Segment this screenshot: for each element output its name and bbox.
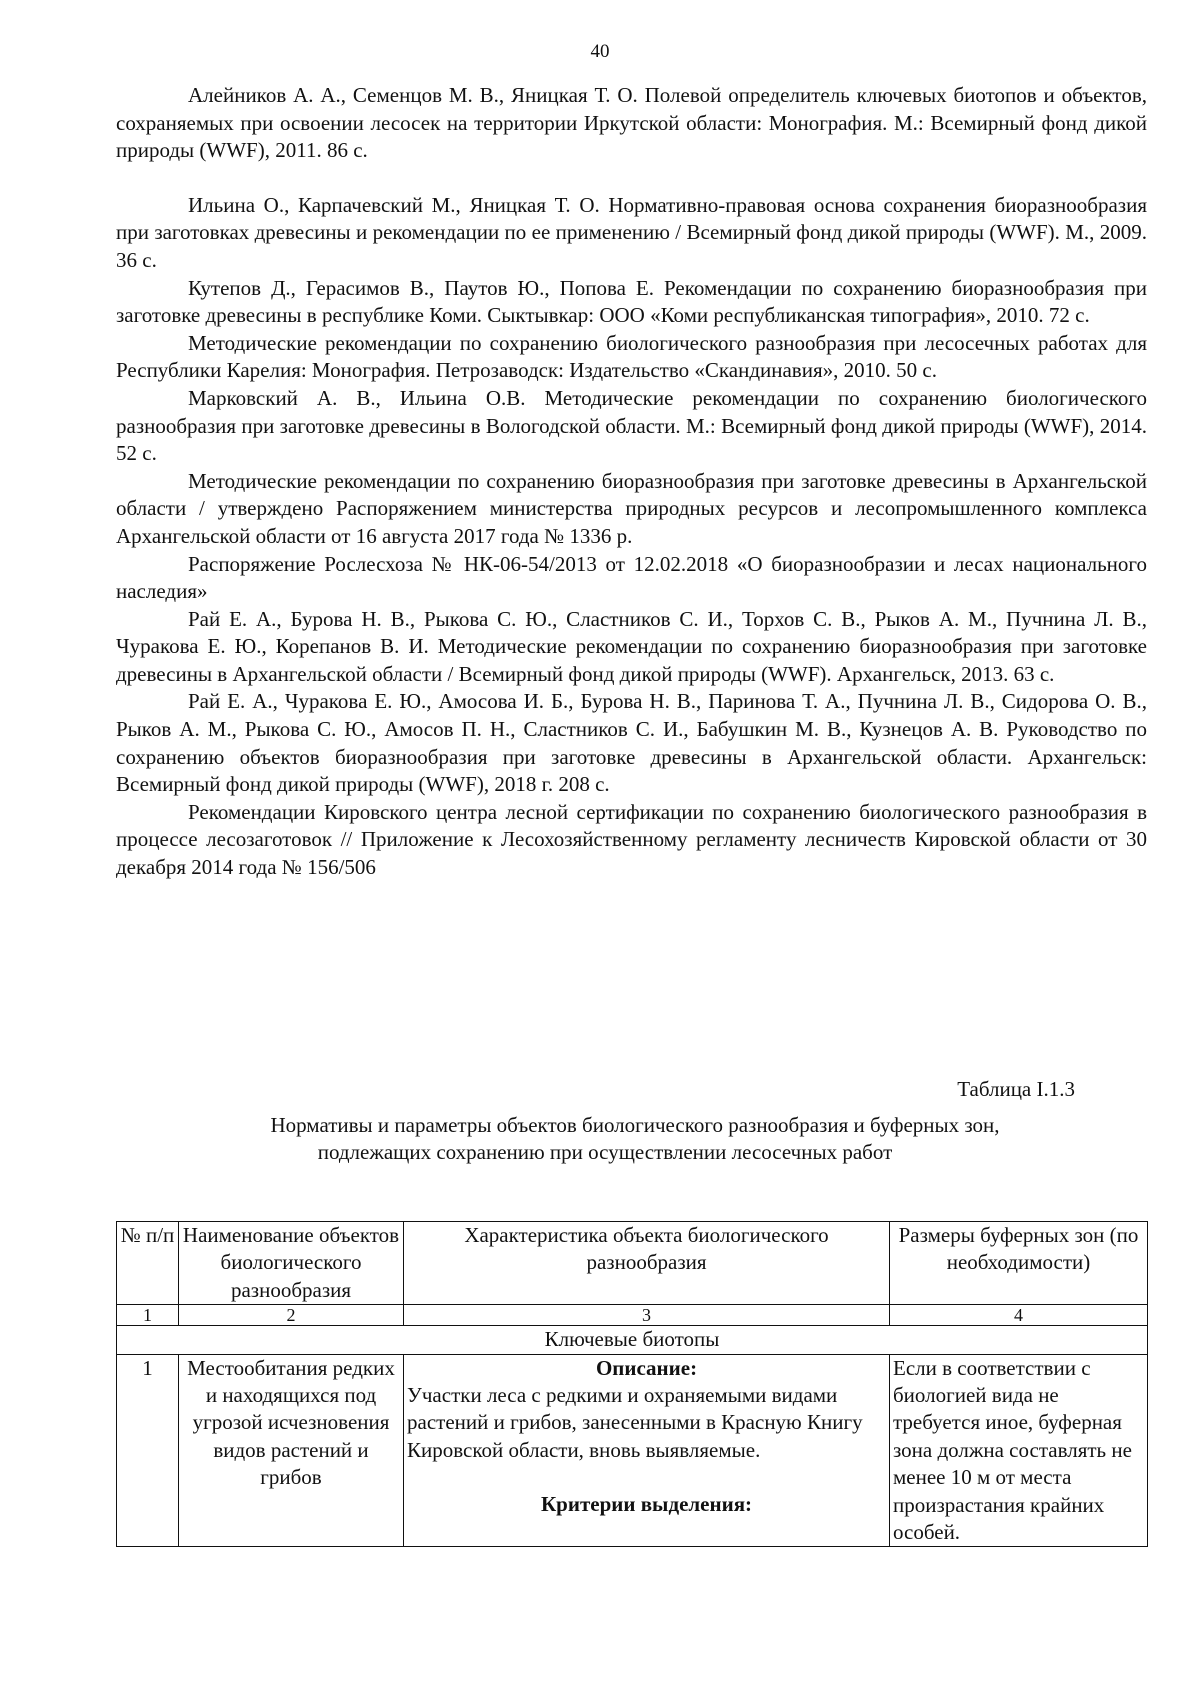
- reference-item: Кутепов Д., Герасимов В., Паутов Ю., Попова Е. Рекомендации по сохранению биоразнообразия при заготовке древесины в республике Коми. Сыктывкар: ООО «Коми республиканская типография», 2010. 72 с.: [116, 275, 1147, 328]
- table-title-line: подлежащих сохранению при осуществлении лесосечных работ: [317, 1140, 893, 1164]
- reference-item: Рекомендации Кировского центра лесной сертификации по сохранению биологического разнообразия в процессе лесозаготовок // Приложение к Лесохозяйственному регламенту лесничеств Кировской области от 30 декабря 2014 года № 156/506: [116, 799, 1147, 880]
- references-list: [116, 82, 1147, 882]
- reference-item: Методические рекомендации по сохранению биоразнообразия при заготовке древесины в Архангельской области / утверждено Распоряжением министерства природных ресурсов и лесопромышленного комплекса Архангельской области от 16 августа 2017 года № 1336 р.: [116, 468, 1147, 548]
- row-characteristic: [404, 1354, 890, 1547]
- section-row: [117, 1326, 1148, 1354]
- spacer: [407, 1464, 886, 1491]
- reference-item: Рай Е. А., Чуракова Е. Ю., Амосова И. Б., Бурова Н. В., Паринова Т. А., Пучнина Л. В., Сидорова О. В., Рыков А. М., Рыкова С. Ю., Амосов П. Н., Сластников С. И., Бабушкин М. В., Кузнецов А. В. Руководство по сохранению объектов биоразнообразия при заготовке древесины в Архангельской области. Архангельск: Всемирный фонд дикой природы (WWF), 2018 г. 208 с.: [116, 689, 1147, 797]
- table-title: [110, 1112, 1160, 1166]
- reference-item: Алейников А. А., Семенцов М. В., Яницкая Т. О. Полевой определитель ключевых биотопов и объектов, сохраняемых при освоении лесосек на территории Иркутской области: Монография. М.: Всемирный фонд дикой природы (WWF), 2011. 86 с.: [116, 83, 1147, 163]
- page-number: 40: [590, 41, 610, 62]
- reference-item: Методические рекомендации по сохранению биологического разнообразия при лесосечных работах для Республики Карелия: Монография. Петрозаводск: Издательство «Скандинавия», 2010. 50 с.: [116, 330, 1147, 383]
- reference-item: Рай Е. А., Бурова Н. В., Рыкова С. Ю., Сластников С. И., Торхов С. В., Рыков А. М., Пучнина Л. В., Чуракова Е. Ю., Корепанов В. И. Методические рекомендации по сохранению биоразнообразия при заготовке древесины в Архангельской области / Всемирный фонд дикой природы (WWF). Архангельск, 2013. 63 с.: [116, 606, 1147, 686]
- column-number: 1: [117, 1305, 179, 1326]
- column-number: 3: [404, 1305, 890, 1326]
- table-header-row: [117, 1222, 1148, 1305]
- column-number-row: [117, 1305, 1148, 1326]
- description-heading: Описание:: [595, 1355, 698, 1380]
- header-characteristic: Характеристика объекта биологического разнообразия: [404, 1222, 890, 1305]
- table-row: [117, 1354, 1148, 1547]
- column-number: 4: [890, 1305, 1148, 1326]
- table-label: Таблица I.1.3: [957, 1077, 1075, 1101]
- norms-table: [116, 1221, 1148, 1547]
- description-text: Участки леса с редкими и охраняемыми видами растений и грибов, занесенными в Красную Книгу Кировской области, вновь выявляемые.: [407, 1383, 863, 1462]
- column-number: 2: [179, 1305, 404, 1326]
- header-num: № п/п: [117, 1222, 179, 1305]
- row-object-name: Местообитания редких и находящихся под угрозой исчезновения видов растений и грибов: [179, 1354, 404, 1547]
- row-buffer-size: Если в соответствии с биологией вида не требуется иное, буферная зона должна составлять не менее 10 м от места произрастания крайних особей.: [890, 1354, 1148, 1547]
- header-buffer: Размеры буферных зон (по необходимости): [890, 1222, 1148, 1305]
- row-number: 1: [117, 1354, 179, 1547]
- reference-item: Ильина О., Карпачевский М., Яницкая Т. О. Нормативно-правовая основа сохранения биоразнообразия при заготовках древесины и рекомендации по ее применению / Всемирный фонд дикой природы (WWF). М., 2009. 36 с.: [116, 192, 1147, 272]
- header-name: Наименование объектов биологического разнообразия: [179, 1222, 404, 1305]
- section-title: Ключевые биотопы: [117, 1326, 1148, 1354]
- table-title-line: Нормативы и параметры объектов биологического разнообразия и буферных зон,: [270, 1113, 1000, 1137]
- reference-item: Марковский А. В., Ильина О.В. Методические рекомендации по сохранению биологического разнообразия при заготовке древесины в Вологодской области. М.: Всемирный фонд дикой природы (WWF), 2014. 52 с.: [116, 385, 1147, 466]
- criteria-heading: Критерии выделения:: [540, 1492, 753, 1517]
- reference-item: Распоряжение Рослесхоза № НК-06-54/2013 от 12.02.2018 «О биоразнообразии и лесах национального наследия»: [116, 551, 1147, 604]
